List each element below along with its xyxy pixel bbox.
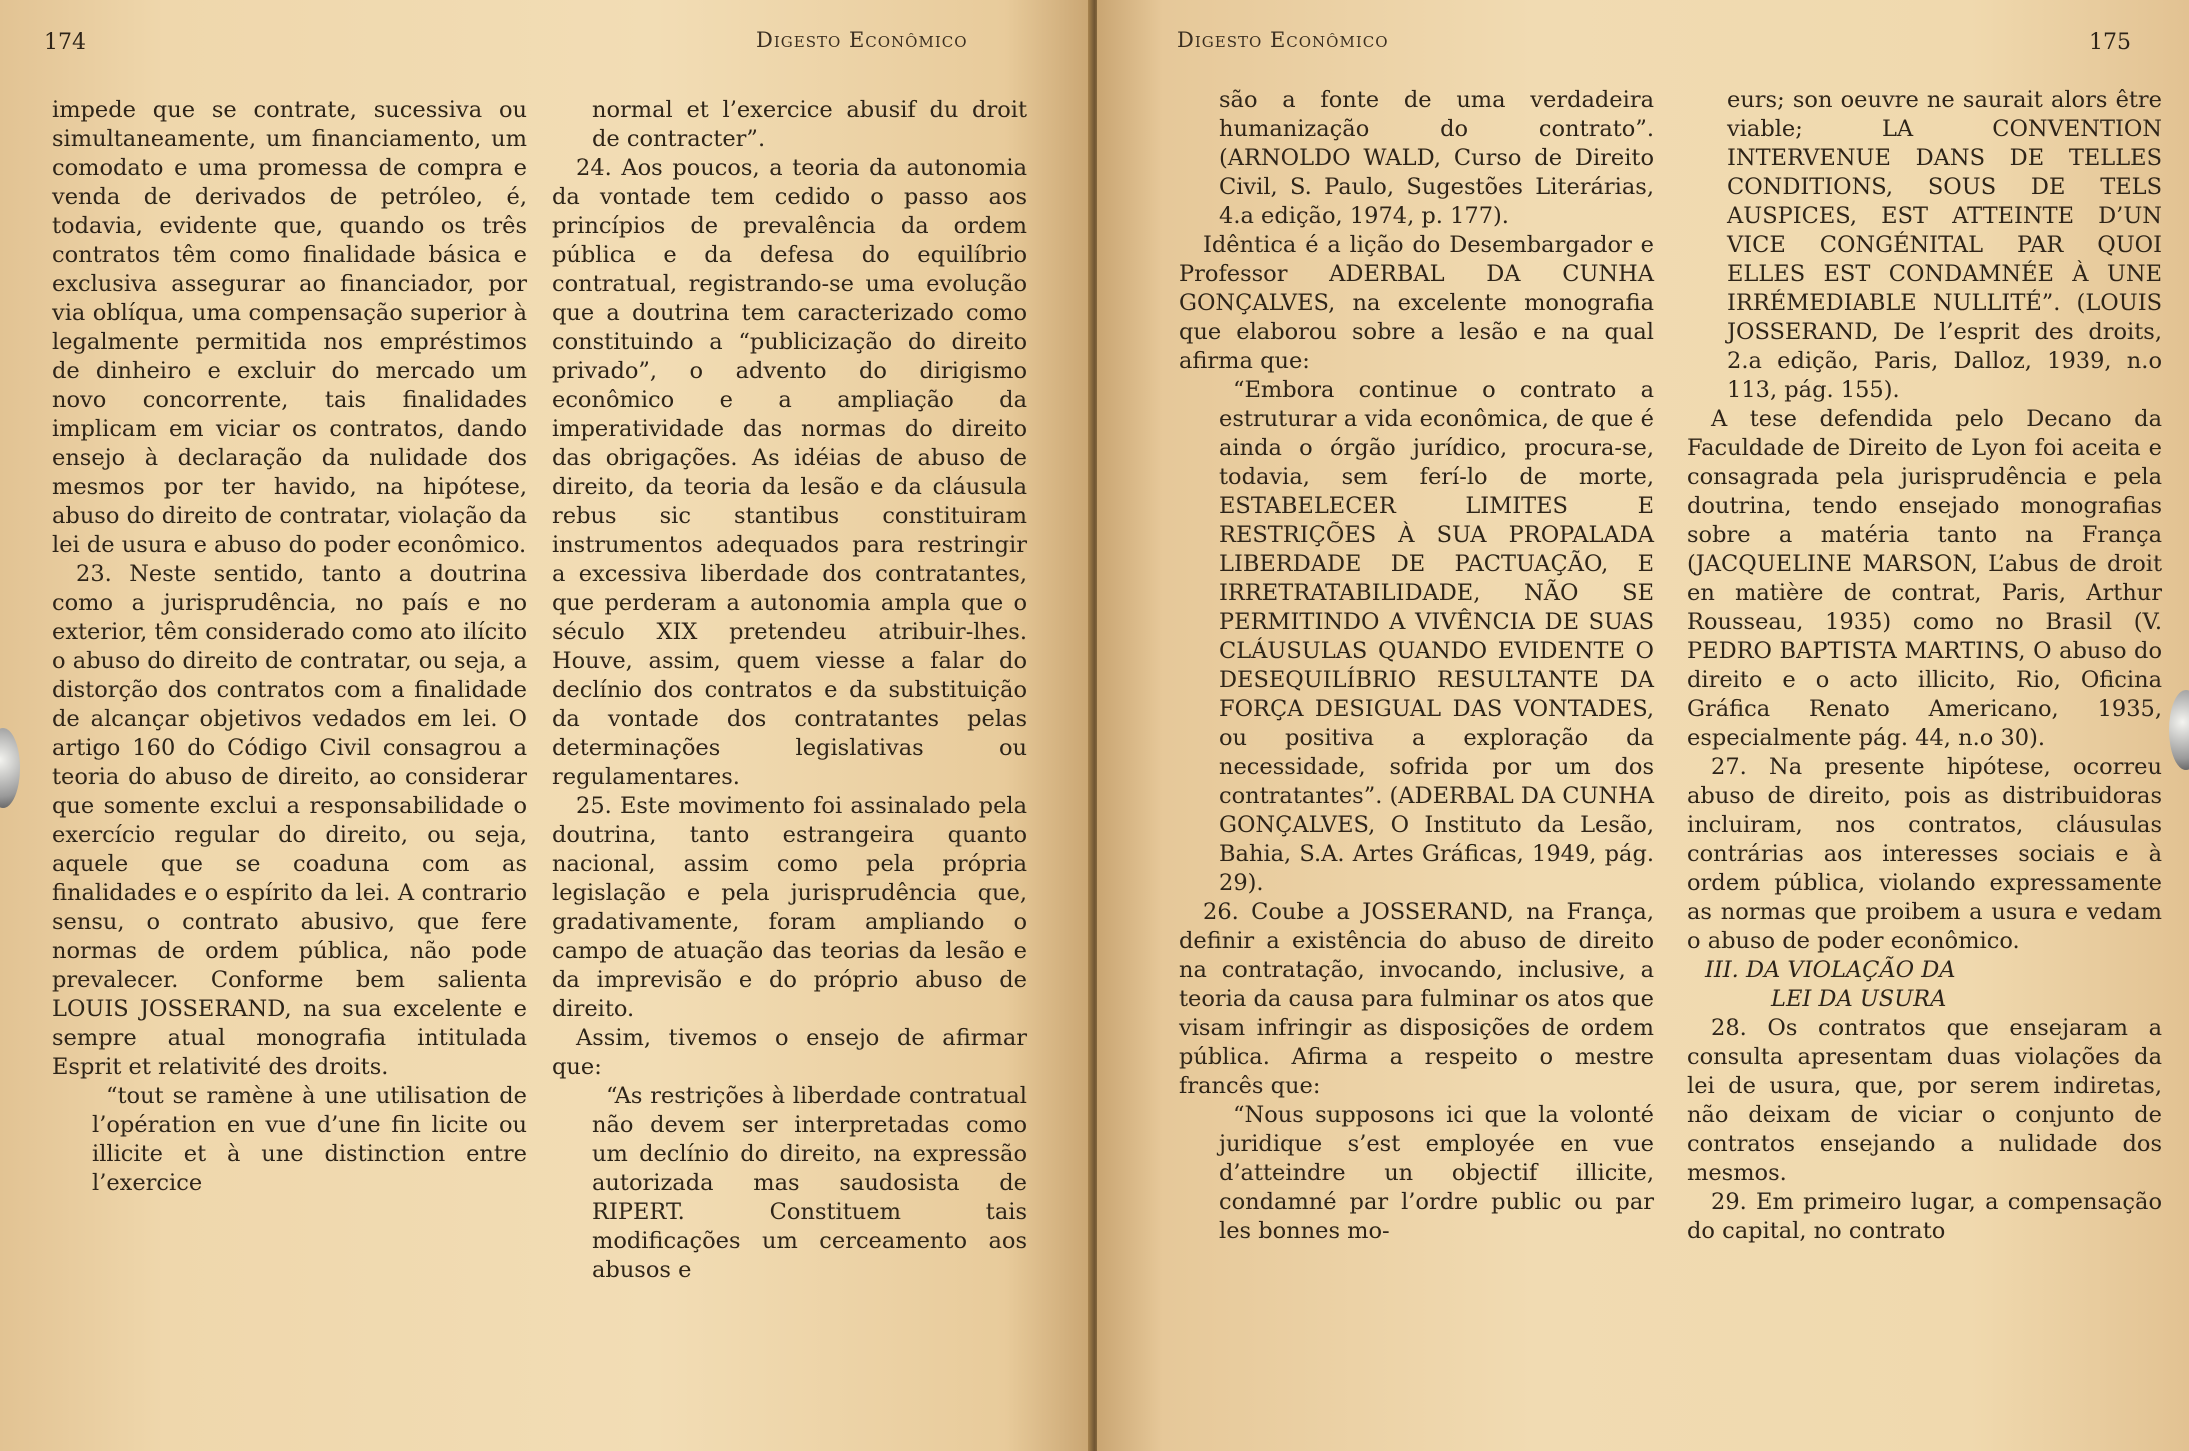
paragraph: eurs; son oeuvre ne saurait alors être viable; LA CONVENTION INTERVENUE DANS DE TELLES CONDITIONS, SOUS DE TELS AUSPICES, EST ATTEINTE D’UN VICE CONGÉNITAL PAR QUOI ELLES EST CONDAMNÉE À UNE IRRÉMEDIABLE NULLITÉ”. (LOUIS JOSSERAND, De l’esprit des droits, 2.a edição, Paris, Dalloz, 1939, n.o 113, pág. 155). [1727, 87, 2162, 403]
paragraph: 23. Neste sentido, tanto a doutrina como a jurisprudência, no país e no exterior, têm considerado como ato ilícito o abuso do direito de contratar, ou seja, a distorção dos contratos com a finalidade de alcançar objetivos vedados em lei. O artigo 160 do Código Civil consagrou a teoria do abuso de direito, ao considerar que somente exclui a responsabilidade o exercício regular do direito, ou seja, aquele que se coaduna com as finalidades e o espírito da lei. A contrario sensu, o contrato abusivo, que fere normas de ordem pública, não pode prevalecer. Conforme bem salienta LOUIS JOSSERAND, na sua excelente e sempre atual monografia intitulada Esprit et relativité des droits. [52, 561, 527, 1080]
right-page-column-1 [1179, 86, 1654, 1246]
section-heading: LEI DA USURA [1771, 986, 1947, 1012]
left-page [0, 0, 1092, 1451]
left-page-column-2 [552, 96, 1027, 1285]
paragraph: Assim, tivemos o ensejo de afirmar que: [552, 1025, 1027, 1080]
paragraph: A tese defendida pelo Decano da Faculdade de Direito de Lyon foi aceita e consagrada pela jurisprudência e pela doutrina, tendo ensejado monografias sobre a matéria tanto na França (JACQUELINE MARSON, L’abus de droit en matière de contrat, Paris, Arthur Rousseau, 1935) como no Brasil (V. PEDRO BAPTISTA MARTINS, O abuso do direito e o acto illicito, Rio, Oficina Gráfica Renato Americano, 1935, especialmente pág. 44, n.o 30). [1687, 406, 2162, 751]
paragraph: “Nous supposons ici que la volonté juridique s’est employée en vue d’atteindre un objectif illicite, condamné par l’ordre public ou par les bonnes mo- [1219, 1102, 1654, 1244]
paragraph: “As restrições à liberdade contratual não devem ser interpretadas como um declínio do direito, na expressão autorizada mas saudosista de RIPERT. Constituem tais modificações um cerceamento aos abusos e [592, 1083, 1027, 1283]
paragraph: 28. Os contratos que ensejaram a consulta apresentam duas violações da lei de usura, que, por serem indiretas, não deixam de viciar o conjunto de contratos ensejando a nulidade dos mesmos. [1687, 1015, 2162, 1186]
paragraph: 24. Aos poucos, a teoria da autonomia da vontade tem cedido o passo aos princípios de prevalência da ordem pública e da defesa do equilíbrio contratual, registrando-se uma evolução que a doutrina tem caracterizado como constituindo a “publicização do direito privado”, o advento do dirigismo econômico e a ampliação da imperatividade das normas do direito das obrigações. As idéias de abuso de direito, da teoria da lesão e da cláusula rebus sic stantibus constituiram instrumentos adequados para restringir a excessiva liberdade dos contratantes, que perderam a autonomia ampla que o século XIX pretendeu atribuir-lhes. Houve, assim, quem viesse a falar do declínio dos contratos e da substituição da vontade dos contratantes pelas determinações legislativas ou regulamentares. [552, 155, 1027, 790]
page-number-left: 174 [44, 30, 86, 55]
page-number-right: 175 [2089, 30, 2131, 55]
running-header-right: Digesto Econômico [1177, 28, 1389, 52]
paragraph: 25. Este movimento foi assinalado pela doutrina, tanto estrangeira quanto nacional, assim como pela própria legislação e pela jurisprudência que, gradativamente, foram ampliando o campo de atuação das teorias da lesão e da imprevisão e do próprio abuso de direito. [552, 793, 1027, 1022]
paragraph: 26. Coube a JOSSERAND, na França, definir a existência do abuso de direito na contratação, invocando, inclusive, a teoria da causa para fulminar os atos que visam infringir as disposições de ordem pública. Afirma a respeito o mestre francês que: [1179, 899, 1654, 1099]
right-page [1097, 0, 2189, 1451]
right-page-column-2 [1687, 86, 2162, 1246]
binding-ring [0, 728, 20, 808]
running-header-left: Digesto Econômico [756, 28, 968, 52]
binding-ring [2169, 690, 2189, 770]
paragraph: normal et l’exercice abusif du droit de contracter”. [592, 97, 1027, 152]
paragraph: 27. Na presente hipótese, ocorreu abuso de direito, pois as distribuidoras incluiram, nos contratos, cláusulas contrárias aos interesses sociais e à ordem pública, violando expressamente as normas que proibem a usura e vedam o abuso de poder econômico. [1687, 754, 2162, 954]
paragraph: impede que se contrate, sucessiva ou simultaneamente, um financiamento, um comodato e uma promessa de compra e venda de derivados de petróleo, é, todavia, evidente que, quando os três contratos têm como finalidade básica e exclusiva assegurar ao financiador, por via oblíqua, uma compensação superior à legalmente permitida nos empréstimos de dinheiro e excluir do mercado um novo concorrente, tais finalidades implicam em viciar os contratos, dando ensejo à declaração da nulidade dos mesmos por ter havido, na hipótese, abuso do direito de contratar, violação da lei de usura e abuso do poder econômico. [52, 97, 527, 558]
paragraph: “Embora continue o contrato a estruturar a vida econômica, de que é ainda o órgão jurídico, procura-se, todavia, sem ferí-lo de morte, ESTABELECER LIMITES E RESTRIÇÕES À SUA PROPALADA LIBERDADE DE PACTUAÇÃO, E IRRETRATABILIDADE, NÃO SE PERMITINDO A VIVÊNCIA DE SUAS CLÁUSULAS QUANDO EVIDENTE O DESEQUILÍBRIO RESULTANTE DA FORÇA DESIGUAL DAS VONTADES, ou positiva a exploração da necessidade, sofrida por um dos contratantes”. (ADERBAL DA CUNHA GONÇALVES, O Instituto da Lesão, Bahia, S.A. Artes Gráficas, 1949, pág. 29). [1219, 377, 1654, 896]
left-page-column-1 [52, 96, 527, 1198]
paragraph: “tout se ramène à une utilisation de l’opération en vue d’une fin licite ou illicite et à une distinction entre l’exercice [92, 1083, 527, 1196]
paragraph: são a fonte de uma verdadeira humanização do contrato”. (ARNOLDO WALD, Curso de Direito Civil, S. Paulo, Sugestões Literárias, 4.a edição, 1974, p. 177). [1219, 87, 1654, 229]
paragraph: 29. Em primeiro lugar, a compensação do capital, no contrato [1687, 1189, 2162, 1244]
paragraph: Idêntica é a lição do Desembargador e Professor ADERBAL DA CUNHA GONÇALVES, na excelente monografia que elaborou sobre a lesão e na qual afirma que: [1179, 232, 1654, 374]
section-heading: III. DA VIOLAÇÃO DA [1705, 957, 1956, 983]
